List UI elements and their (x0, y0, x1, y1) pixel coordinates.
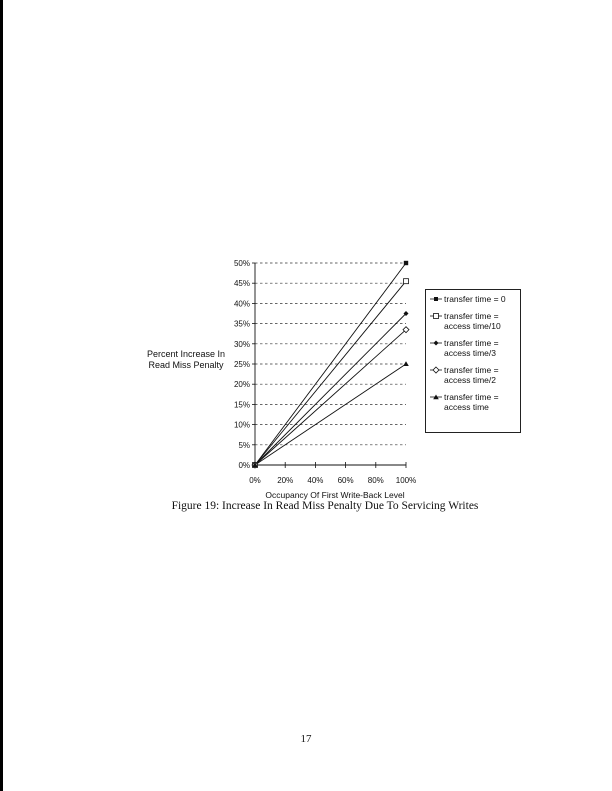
data-point (404, 279, 409, 284)
series-line (255, 314, 406, 466)
legend-marker-filled-square (430, 295, 442, 303)
x-tick-label: 80% (367, 476, 384, 485)
data-point (403, 361, 409, 366)
y-tick-label: 45% (233, 279, 250, 289)
y-tick-label: 50% (233, 259, 250, 268)
y-tick-label: 20% (233, 380, 250, 390)
legend-label: transfer time = 0 (444, 294, 506, 304)
series-line (255, 263, 406, 465)
data-point (404, 261, 408, 265)
y-axis-label: Percent Increase In Read Miss Penalty (146, 349, 226, 370)
x-tick-label: 40% (307, 476, 324, 485)
legend (425, 289, 521, 433)
y-tick-label: 25% (233, 360, 250, 369)
legend-marker-open-square (430, 312, 442, 320)
y-tick-label: 40% (233, 299, 250, 309)
legend-label: transfer time = access time (444, 392, 499, 412)
legend-entry (430, 365, 518, 385)
x-tick-label: 60% (337, 476, 354, 485)
y-tick-label: 30% (233, 339, 250, 349)
y-tick-label: 15% (233, 400, 250, 410)
legend-label: transfer time = access time/10 (444, 311, 501, 331)
y-tick-label: 35% (233, 319, 250, 329)
legend-entry (430, 294, 518, 304)
y-tick-label: 5% (238, 440, 250, 450)
legend-marker-filled-diamond (430, 339, 442, 347)
legend-entry (430, 311, 518, 331)
x-tick-label: 20% (277, 476, 294, 485)
legend-marker-open-diamond (430, 366, 442, 374)
page-number: 17 (300, 733, 312, 745)
legend-marker-filled-triangle (430, 393, 442, 401)
legend-label: transfer time = access time/2 (444, 365, 499, 385)
x-axis-label: Occupancy Of First Write-Back Level (265, 490, 405, 500)
x-tick-label: 0% (249, 476, 261, 485)
legend-label: transfer time = access time/3 (444, 338, 499, 358)
legend-entry (430, 392, 518, 412)
series-line (255, 281, 406, 465)
series-line (255, 364, 406, 465)
y-tick-label: 10% (233, 420, 250, 430)
legend-entry (430, 338, 518, 358)
figure-caption: Figure 19: Increase In Read Miss Penalty Due To Servicing Writes (171, 500, 479, 512)
y-tick-label: 0% (238, 461, 250, 470)
x-tick-label: 100% (395, 476, 417, 485)
